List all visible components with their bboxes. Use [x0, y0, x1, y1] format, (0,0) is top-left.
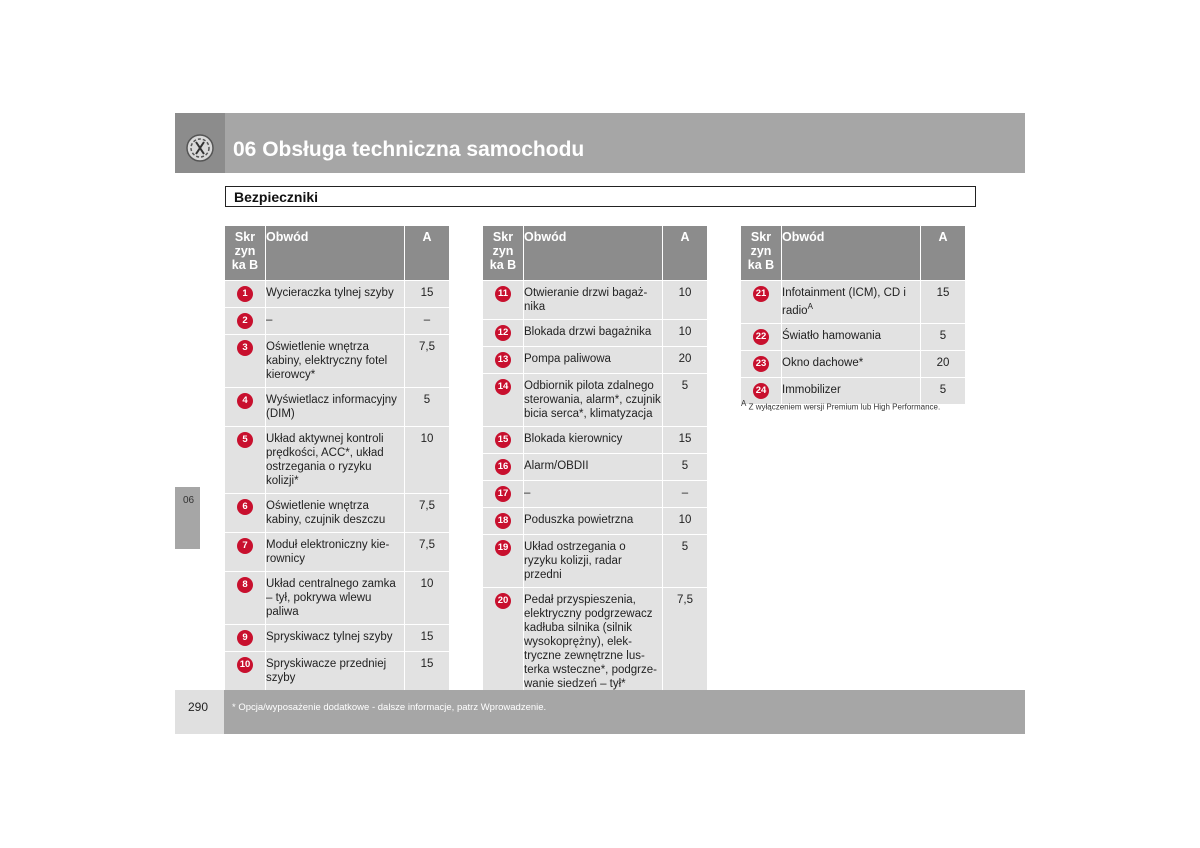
page-title: 06 Obsługa techniczna samochodu: [233, 138, 585, 161]
table-row: [483, 535, 707, 587]
fuse-number-badge: 1: [237, 286, 253, 302]
fuse-number-cell: [483, 588, 524, 696]
circuit-cell: [524, 588, 663, 696]
table-row: [483, 374, 707, 426]
fuse-number-cell: [741, 281, 782, 323]
circuit-text: Blokada kierownicy: [524, 433, 623, 445]
circuit-cell: [524, 508, 663, 534]
table-row: [225, 427, 449, 493]
fuse-number-badge: 10: [237, 657, 253, 673]
fuse-number-badge: 9: [237, 630, 253, 646]
fuse-number-cell: [483, 320, 524, 346]
fuse-number-badge: 14: [495, 379, 511, 395]
circuit-cell: [266, 335, 405, 387]
fuse-number-badge: 11: [495, 286, 511, 302]
fuse-number-badge: 24: [753, 383, 769, 399]
ampere-cell: 5: [921, 378, 965, 404]
circuit-cell: [524, 281, 663, 319]
circuit-text: Oświetlenie wnętrza kabiny, elektryczny fotel kierowcy*: [266, 341, 388, 381]
chapter-icon-cell: [175, 113, 225, 173]
ampere-cell: 10: [405, 572, 449, 624]
circuit-cell: [266, 652, 405, 690]
table-row: [483, 347, 707, 373]
fuse-number-badge: 18: [495, 513, 511, 529]
ampere-cell: 5: [921, 324, 965, 350]
footnote-reference: A: [807, 302, 813, 311]
ampere-cell: 10: [663, 508, 707, 534]
table-row: [483, 427, 707, 453]
fuse-number-badge: 12: [495, 325, 511, 341]
chapter-tab-label: 06: [183, 495, 195, 506]
ampere-cell: 7,5: [663, 588, 707, 696]
header-fuse-box: Skr zyn ka B: [483, 226, 524, 280]
circuit-text: –: [266, 314, 273, 326]
wrench-gear-icon: [185, 133, 215, 163]
circuit-text: Immobilizer: [782, 383, 841, 396]
header-ampere: A: [663, 226, 707, 280]
fuse-number-badge: 2: [237, 313, 253, 329]
fuse-number-cell: [741, 351, 782, 377]
section-heading-box: [225, 186, 976, 207]
circuit-cell: [266, 625, 405, 651]
header-ampere: A: [921, 226, 965, 280]
table-footnote: [741, 399, 940, 412]
ampere-cell: 20: [663, 347, 707, 373]
fuse-number-cell: [225, 335, 266, 387]
ampere-cell: 10: [663, 281, 707, 319]
table-row: [483, 320, 707, 346]
fuse-number-cell: [225, 427, 266, 493]
footnote-text: Z wyłączeniem wersji Premium lub High Performance.: [748, 402, 941, 412]
ampere-cell: 10: [405, 427, 449, 493]
table-row: [483, 454, 707, 480]
table-row: [225, 308, 449, 334]
header-fuse-box: Skr zyn ka B: [225, 226, 266, 280]
fuse-number-cell: [483, 281, 524, 319]
circuit-text: Poduszka powietrzna: [524, 514, 634, 526]
fuse-number-cell: [225, 652, 266, 690]
circuit-cell: [524, 320, 663, 346]
chapter-side-tab: [175, 487, 200, 549]
fuse-number-cell: [483, 535, 524, 587]
fuse-number-badge: 5: [237, 432, 253, 448]
table-header-row: [483, 226, 707, 280]
circuit-cell: [524, 374, 663, 426]
fuse-number-cell: [225, 494, 266, 532]
circuit-text: Alarm/OBDII: [524, 460, 589, 472]
ampere-cell: 15: [405, 625, 449, 651]
page-footer: [175, 690, 1025, 734]
circuit-cell: [266, 572, 405, 624]
circuit-text: Okno dachowe*: [782, 356, 864, 369]
circuit-cell: [266, 388, 405, 426]
fuse-number-badge: 6: [237, 499, 253, 515]
fuse-number-cell: [225, 388, 266, 426]
table-row: [225, 572, 449, 624]
circuit-text: Światło hamowania: [782, 329, 882, 342]
fuse-number-badge: 22: [753, 329, 769, 345]
fuse-number-cell: [225, 625, 266, 651]
circuit-text: Pedał przyspieszenia, elektryczny podgrzewacz kadłuba silnika (silnik wysokoprężny), elek-tryczne zewnętrzne lus-terka wsteczne*, podgrze-wanie siedzeń – tył*: [524, 594, 657, 690]
circuit-cell: [782, 281, 921, 323]
table-row: [225, 388, 449, 426]
ampere-cell: 5: [663, 535, 707, 587]
ampere-cell: 7,5: [405, 335, 449, 387]
circuit-cell: [782, 324, 921, 350]
footer-note-text: Opcja/wyposażenie dodatkowe - dalsze informacje, patrz Wprowadzenie.: [238, 702, 547, 713]
table-row: [225, 625, 449, 651]
ampere-cell: 10: [663, 320, 707, 346]
circuit-cell: [782, 351, 921, 377]
circuit-text: Oświetlenie wnętrza kabiny, czujnik deszczu: [266, 500, 386, 526]
circuit-text: Otwieranie drzwi bagaż-nika: [524, 287, 648, 313]
fuse-number-badge: 7: [237, 538, 253, 554]
fuse-number-cell: [225, 533, 266, 571]
circuit-cell: [524, 535, 663, 587]
ampere-cell: 15: [405, 281, 449, 307]
fuse-number-badge: 17: [495, 486, 511, 502]
fuse-number-cell: [483, 427, 524, 453]
fuse-number-cell: [483, 374, 524, 426]
fuse-number-badge: 8: [237, 577, 253, 593]
circuit-text: Układ centralnego zamka – tył, pokrywa wlewu paliwa: [266, 578, 396, 618]
fuse-number-cell: [225, 281, 266, 307]
ampere-cell: 5: [405, 388, 449, 426]
footnote-marker: A: [741, 399, 747, 408]
ampere-cell: –: [405, 308, 449, 334]
ampere-cell: 7,5: [405, 494, 449, 532]
fuse-number-badge: 4: [237, 393, 253, 409]
circuit-cell: [266, 427, 405, 493]
table-row: [741, 324, 965, 350]
circuit-cell: [266, 281, 405, 307]
table-row: [225, 494, 449, 532]
fuse-table-3: [741, 225, 965, 405]
circuit-cell: [266, 533, 405, 571]
circuit-cell: [266, 308, 405, 334]
table-row: [225, 335, 449, 387]
circuit-cell: [524, 347, 663, 373]
fuse-number-badge: 19: [495, 540, 511, 556]
fuse-number-cell: [483, 481, 524, 507]
table-row: [483, 508, 707, 534]
table-header-row: [225, 226, 449, 280]
fuse-number-cell: [741, 324, 782, 350]
circuit-text: Odbiornik pilota zdalnego sterowania, alarm*, czujnik bicia serca*, klimatyzacja: [524, 380, 661, 420]
header-circuit: Obwód: [266, 226, 405, 280]
table-row: [483, 588, 707, 696]
header-circuit: Obwód: [782, 226, 921, 280]
circuit-cell: [524, 427, 663, 453]
ampere-cell: –: [663, 481, 707, 507]
table-row: [483, 481, 707, 507]
page-number: 290: [188, 700, 209, 714]
fuse-table-1: [225, 225, 449, 691]
fuse-number-badge: 23: [753, 356, 769, 372]
table-row: [225, 652, 449, 690]
circuit-text: Pompa paliwowa: [524, 353, 611, 365]
table-row: [741, 281, 965, 323]
fuse-number-badge: 21: [753, 286, 769, 302]
fuse-number-cell: [225, 308, 266, 334]
circuit-text: Spryskiwacz tylnej szyby: [266, 631, 393, 643]
circuit-cell: [266, 494, 405, 532]
circuit-text: Moduł elektroniczny kie-rownicy: [266, 539, 390, 565]
table-row: [483, 281, 707, 319]
ampere-cell: 15: [663, 427, 707, 453]
footer-note-marker: *: [232, 702, 236, 713]
fuse-number-cell: [483, 454, 524, 480]
ampere-cell: 5: [663, 374, 707, 426]
table-row: [741, 351, 965, 377]
circuit-text: Wycieraczka tylnej szyby: [266, 287, 394, 299]
chapter-header: [175, 113, 1025, 173]
footer-note: [232, 702, 546, 713]
header-ampere: A: [405, 226, 449, 280]
circuit-cell: [524, 454, 663, 480]
ampere-cell: 15: [921, 281, 965, 323]
header-circuit: Obwód: [524, 226, 663, 280]
ampere-cell: 5: [663, 454, 707, 480]
fuse-table-2: [483, 225, 707, 697]
circuit-cell: [524, 481, 663, 507]
table-row: [225, 533, 449, 571]
fuse-number-badge: 3: [237, 340, 253, 356]
ampere-cell: 20: [921, 351, 965, 377]
circuit-text: Blokada drzwi bagażnika: [524, 326, 652, 338]
fuse-number-cell: [483, 347, 524, 373]
fuse-number-badge: 20: [495, 593, 511, 609]
table-row: [225, 281, 449, 307]
fuse-number-cell: [225, 572, 266, 624]
circuit-text: –: [524, 487, 531, 499]
fuse-number-badge: 13: [495, 352, 511, 368]
fuse-number-badge: 16: [495, 459, 511, 475]
ampere-cell: 15: [405, 652, 449, 690]
circuit-text: Układ aktywnej kontroli prędkości, ACC*, układ ostrzegania o ryzyku kolizji*: [266, 433, 384, 487]
header-fuse-box: Skr zyn ka B: [741, 226, 782, 280]
circuit-text: Układ ostrzegania o ryzyku kolizji, radar przedni: [524, 541, 626, 581]
ampere-cell: 7,5: [405, 533, 449, 571]
circuit-text: Wyświetlacz informacyjny (DIM): [266, 394, 397, 420]
fuse-number-cell: [483, 508, 524, 534]
circuit-text: Infotainment (ICM), CD i radio: [782, 287, 906, 317]
section-title: Bezpieczniki: [234, 189, 319, 205]
table-header-row: [741, 226, 965, 280]
footer-note-bar: [224, 690, 1025, 734]
fuse-number-badge: 15: [495, 432, 511, 448]
circuit-text: Spryskiwacze przedniej szyby: [266, 658, 387, 684]
